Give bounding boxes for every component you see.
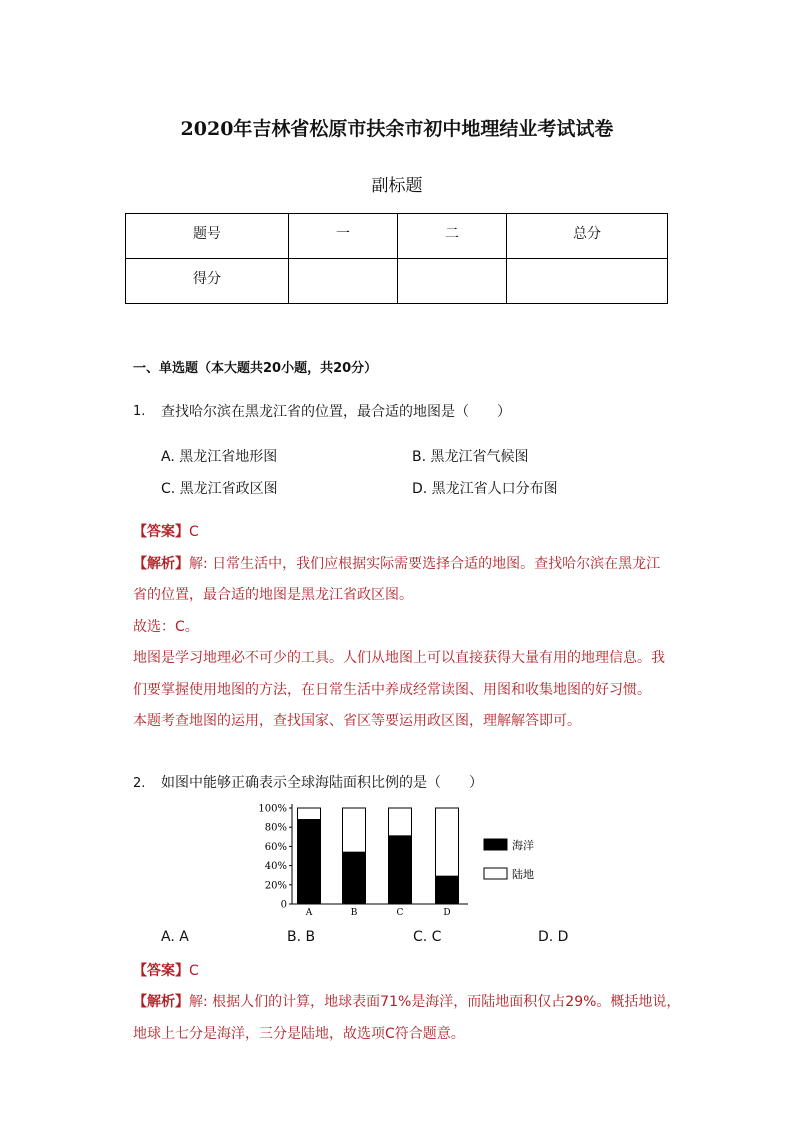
x-tick-label: B — [350, 908, 358, 918]
analysis-label: 【解析】 — [133, 556, 189, 572]
bar-land — [389, 808, 412, 836]
table-cell: 题号 — [126, 214, 289, 259]
x-tick-label: A — [305, 908, 313, 918]
y-tick-label: 0 — [280, 899, 287, 911]
analysis-text: 本题考查地图的运用，查找国家、省区等要运用政区图，理解解答即可。 — [133, 713, 581, 729]
legend-label: 海洋 — [512, 839, 534, 852]
question-text: 查找哈尔滨在黑龙江省的位置，最合适的地图是（ ） — [161, 404, 511, 420]
table-row — [126, 259, 668, 304]
legend-label: 陆地 — [512, 868, 534, 881]
bar-land — [436, 808, 459, 876]
legend-swatch — [484, 839, 507, 850]
table-cell: 一 — [289, 214, 398, 259]
analysis-text: 解: 日常生活中，我们应根据实际需要选择合适的地图。查找哈尔滨在黑龙江 — [189, 556, 661, 572]
analysis-text: 地图是学习地理必不可少的工具。人们从地图上可以直接获得大量有用的地理信息。我 — [133, 650, 665, 666]
answer-label: 【答案】 — [133, 963, 189, 979]
bar-ocean — [298, 820, 321, 904]
option-d: D. D — [538, 929, 569, 945]
analysis-line — [133, 553, 660, 573]
answer-value: C — [189, 963, 199, 979]
x-tick-label: D — [443, 908, 451, 918]
y-tick-label: 80% — [264, 822, 287, 834]
answer-line — [133, 960, 199, 980]
bar-land — [298, 808, 321, 820]
paper-subtitle: 副标题 — [371, 176, 423, 196]
question-number: 1. — [133, 404, 146, 419]
y-tick-label: 100% — [258, 803, 287, 815]
legend-swatch — [484, 868, 507, 879]
analysis-text: 省的位置，最合适的地图是黑龙江省政区图。 — [133, 587, 413, 603]
table-cell: 总分 — [507, 214, 668, 259]
y-tick-label: 40% — [264, 861, 287, 873]
paper-title: 2020年吉林省松原市扶余市初中地理结业考试试卷 — [180, 118, 614, 140]
table-cell: 二 — [398, 214, 507, 259]
option-c: C. C — [413, 929, 442, 945]
option-d: D. 黑龙江省人口分布图 — [412, 481, 558, 497]
table-cell — [289, 259, 398, 304]
table-cell — [398, 259, 507, 304]
y-tick-label: 60% — [264, 841, 287, 853]
table-cell — [507, 259, 668, 304]
y-tick-label: 20% — [264, 880, 287, 892]
option-b: B. B — [287, 929, 316, 945]
analysis-text: 地球上七分是海洋，三分是陆地，故选项C符合题意。 — [133, 1026, 465, 1042]
bar-ocean — [436, 876, 459, 904]
table-cell: 得分 — [126, 259, 289, 304]
analysis-line — [133, 991, 680, 1011]
bar-ocean — [389, 836, 412, 904]
table-row — [126, 214, 668, 259]
analysis-text: 解: 根据人们的计算，地球表面71%是海洋，而陆地面积仅占29%。概括地说， — [189, 994, 681, 1010]
answer-label: 【答案】 — [133, 524, 189, 540]
bar-land — [343, 808, 366, 852]
x-tick-label: C — [396, 908, 404, 918]
sea-land-ratio-chart — [250, 798, 560, 922]
score-table — [125, 213, 668, 304]
bar-ocean — [343, 852, 366, 904]
option-a: A. A — [161, 929, 189, 945]
question-number: 2. — [133, 776, 146, 791]
question-text: 如图中能够正确表示全球海陆面积比例的是（ ） — [161, 775, 483, 791]
option-c: C. 黑龙江省政区图 — [161, 481, 278, 497]
analysis-text: 故选：C。 — [133, 619, 199, 635]
answer-value: C — [189, 524, 199, 540]
analysis-text: 们要掌握使用地图的方法，在日常生活中养成经常读图、用图和收集地图的好习惯。 — [133, 682, 651, 698]
section-heading: 一、单选题（本大题共20小题，共20分） — [133, 361, 378, 376]
option-a: A. 黑龙江省地形图 — [161, 449, 278, 465]
option-b: B. 黑龙江省气候图 — [412, 449, 529, 465]
analysis-label: 【解析】 — [133, 994, 189, 1010]
answer-line — [133, 521, 199, 541]
